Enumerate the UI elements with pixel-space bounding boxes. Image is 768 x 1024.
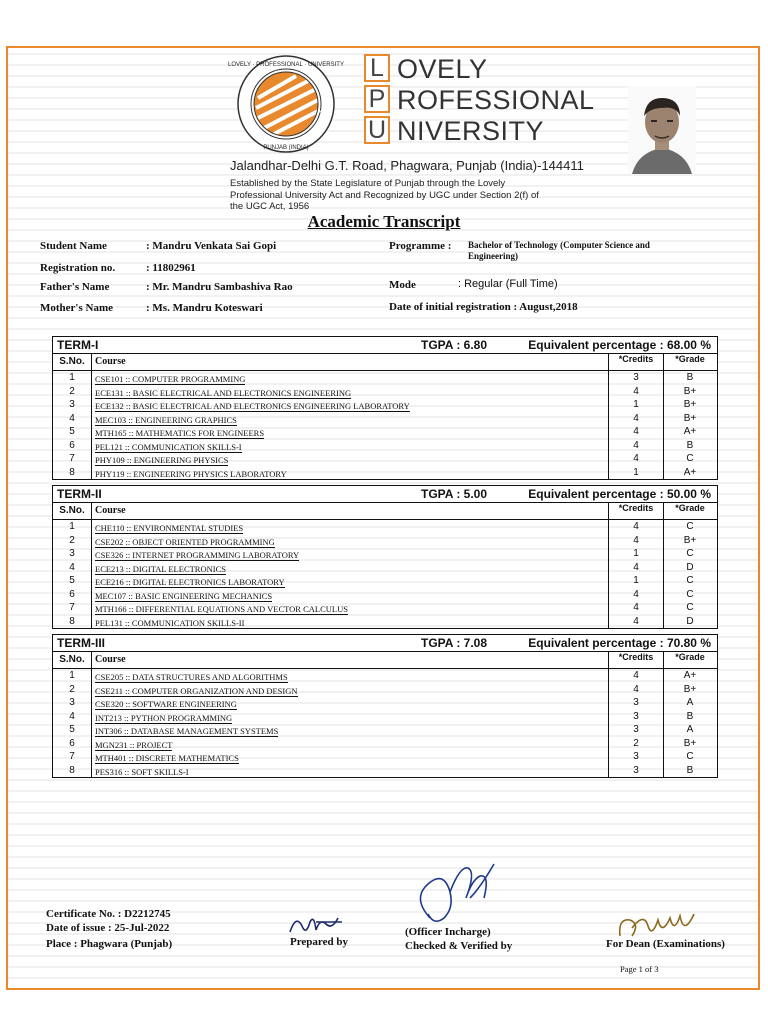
term-equivalent-percentage: Equivalent percentage : 50.00 % — [528, 487, 711, 501]
row-sno: 2 — [53, 385, 92, 399]
university-emblem — [228, 54, 344, 154]
student-name: : Mandru Venkata Sai Gopi — [146, 240, 277, 252]
row-course: CSE320 :: SOFTWARE ENGINEERING — [95, 699, 237, 709]
table-row — [53, 425, 717, 439]
row-grade: B — [686, 439, 694, 451]
row-grade: B+ — [683, 399, 697, 410]
row-grade: D — [686, 561, 694, 573]
table-row — [53, 750, 717, 764]
row-course: MEC107 :: BASIC ENGINEERING MECHANICS — [95, 590, 273, 601]
initial-registration: Date of initial registration : August,2018 — [389, 301, 578, 313]
svg-text:PUNJAB (INDIA): PUNJAB (INDIA) — [263, 145, 309, 151]
row-sno: 8 — [53, 466, 92, 480]
row-grade: B — [686, 764, 694, 776]
row-credits: 3 — [609, 723, 664, 737]
term-name: TERM-II — [57, 487, 102, 501]
row-credits: 3 — [609, 710, 664, 724]
row-grade: A — [686, 697, 694, 708]
row-course: CSE202 :: OBJECT ORIENTED PROGRAMMING — [95, 536, 275, 547]
row-credits: 4 — [609, 452, 664, 466]
row-sno: 5 — [53, 723, 92, 737]
table-row — [53, 466, 717, 480]
table-row — [53, 452, 717, 466]
term-name: TERM-III — [57, 636, 105, 650]
row-course: CSE205 :: DATA STRUCTURES AND ALGORITHMS — [95, 672, 288, 682]
row-course-cell — [91, 534, 609, 548]
officer-signature — [410, 858, 496, 930]
row-grade: B — [686, 710, 694, 722]
term-tgpa: TGPA : 5.00 — [421, 487, 488, 501]
column-sno: S.No. — [53, 652, 92, 668]
row-grade: C — [686, 521, 694, 532]
table-row — [53, 723, 717, 737]
row-course: CSE211 :: COMPUTER ORGANIZATION AND DESIGN — [95, 685, 298, 696]
term-name: TERM-I — [57, 338, 99, 352]
row-credits: 4 — [609, 561, 664, 575]
table-row — [53, 561, 717, 575]
row-sno: 6 — [53, 737, 92, 751]
row-course: PHY119 :: ENGINEERING PHYSICS LABORATORY — [95, 468, 287, 479]
student-name-label: Student Name — [40, 240, 107, 252]
table-row — [53, 534, 717, 548]
row-credits: 2 — [609, 737, 664, 751]
row-course: INT306 :: DATABASE MANAGEMENT SYSTEMS — [95, 726, 279, 736]
word-niversity: NIVERSITY — [397, 116, 545, 146]
row-grade: B+ — [683, 534, 697, 546]
column-credits: *Credits — [609, 354, 664, 370]
registration-label: Registration no. — [40, 262, 116, 274]
column-course: Course — [91, 503, 609, 519]
row-course-cell — [91, 683, 609, 697]
term-tgpa: TGPA : 6.80 — [421, 338, 488, 352]
row-credits: 4 — [609, 520, 664, 534]
row-credits: 4 — [609, 534, 664, 548]
row-sno: 6 — [53, 588, 92, 602]
row-course: ECE213 :: DIGITAL ELECTRONICS — [95, 563, 226, 574]
column-credits: *Credits — [609, 503, 664, 519]
row-grade: C — [686, 453, 694, 464]
term-header — [53, 635, 717, 652]
row-sno: 4 — [53, 412, 92, 426]
for-dean: For Dean (Examinations) — [606, 938, 725, 950]
row-course-cell — [91, 764, 609, 778]
certificate-number: Certificate No. : D2212745 — [46, 908, 171, 920]
table-row — [53, 412, 717, 426]
column-sno: S.No. — [53, 503, 92, 519]
row-sno: 8 — [53, 764, 92, 778]
row-course-cell — [91, 710, 609, 724]
row-sno: 4 — [53, 561, 92, 575]
word-ovely: OVELY — [397, 54, 488, 84]
row-course-cell — [91, 371, 609, 385]
row-grade: B+ — [683, 385, 697, 397]
column-grade: *Grade — [675, 503, 705, 513]
column-header-row — [53, 503, 717, 520]
registration-number: : 11802961 — [146, 262, 196, 274]
row-credits: 1 — [609, 547, 664, 561]
row-sno: 1 — [53, 520, 92, 534]
row-credits: 3 — [609, 764, 664, 778]
table-row — [53, 710, 717, 724]
row-sno: 4 — [53, 710, 92, 724]
row-course-cell — [91, 588, 609, 602]
row-course: PEL131 :: COMMUNICATION SKILLS-II — [95, 617, 245, 628]
row-course-cell — [91, 398, 609, 412]
row-grade: B+ — [683, 683, 697, 695]
row-course-cell — [91, 561, 609, 575]
row-course: ECE132 :: BASIC ELECTRICAL AND ELECTRONICS ENGINEERING LABORATORY — [95, 401, 410, 411]
row-sno: 2 — [53, 534, 92, 548]
table-row — [53, 520, 717, 534]
row-course: CSE101 :: COMPUTER PROGRAMMING — [95, 374, 246, 384]
father-name-label: Father's Name — [40, 281, 110, 293]
svg-text:LOVELY · PROFESSIONAL · UNIVER: LOVELY · PROFESSIONAL · UNIVERSITY — [228, 62, 344, 68]
row-course: MTH166 :: DIFFERENTIAL EQUATIONS AND VECTOR CALCULUS — [95, 604, 348, 614]
table-row — [53, 588, 717, 602]
row-course-cell — [91, 547, 609, 561]
column-grade: *Grade — [675, 652, 705, 662]
university-name — [397, 54, 595, 147]
table-row — [53, 737, 717, 751]
row-sno: 7 — [53, 750, 92, 764]
row-course: MTH165 :: MATHEMATICS FOR ENGINEERS — [95, 428, 265, 438]
row-grade: C — [686, 751, 694, 762]
row-course-cell — [91, 669, 609, 683]
row-credits: 3 — [609, 371, 664, 385]
row-course: CSE326 :: INTERNET PROGRAMMING LABORATORY — [95, 550, 300, 560]
row-credits: 1 — [609, 574, 664, 588]
issue-place: Place : Phagwara (Punjab) — [46, 938, 173, 950]
row-grade: B — [686, 372, 694, 383]
row-credits: 4 — [609, 439, 664, 453]
row-sno: 3 — [53, 398, 92, 412]
term-table — [52, 634, 718, 778]
table-row — [53, 601, 717, 615]
column-sno: S.No. — [53, 354, 92, 370]
row-course: ECE216 :: DIGITAL ELECTRONICS LABORATORY — [95, 577, 285, 587]
column-credits: *Credits — [609, 652, 664, 668]
mode-label: Mode — [389, 279, 416, 291]
table-row — [53, 574, 717, 588]
row-course: MEC103 :: ENGINEERING GRAPHICS — [95, 414, 237, 425]
term-table — [52, 336, 718, 480]
row-credits: 3 — [609, 750, 664, 764]
programme-label: Programme : — [389, 240, 452, 252]
column-course: Course — [91, 652, 609, 668]
row-course-cell — [91, 750, 609, 764]
initial-p: P — [364, 85, 390, 113]
column-course: Course — [91, 354, 609, 370]
table-row — [53, 371, 717, 385]
row-course-cell — [91, 385, 609, 399]
row-course: MTH401 :: DISCRETE MATHEMATICS — [95, 753, 239, 763]
row-sno: 8 — [53, 615, 92, 629]
row-credits: 1 — [609, 398, 664, 412]
initial-l: L — [364, 54, 390, 82]
row-course: CHE110 :: ENVIRONMENTAL STUDIES — [95, 523, 244, 533]
row-course: PES316 :: SOFT SKILLS-I — [95, 766, 189, 777]
row-grade: C — [686, 575, 694, 586]
column-header-row — [53, 652, 717, 669]
row-credits: 4 — [609, 683, 664, 697]
row-credits: 1 — [609, 466, 664, 480]
row-course-cell — [91, 737, 609, 751]
row-grade: B+ — [683, 737, 697, 749]
row-course-cell — [91, 601, 609, 615]
column-header-row — [53, 354, 717, 371]
row-sno: 3 — [53, 696, 92, 710]
row-course-cell — [91, 439, 609, 453]
term-table — [52, 485, 718, 629]
issue-date: Date of issue : 25-Jul-2022 — [46, 922, 170, 934]
row-sno: 5 — [53, 425, 92, 439]
row-grade: A+ — [683, 670, 697, 681]
table-row — [53, 696, 717, 710]
row-grade: A+ — [683, 466, 697, 478]
student-photo — [628, 86, 696, 174]
table-row — [53, 764, 717, 778]
row-sno: 2 — [53, 683, 92, 697]
row-credits: 3 — [609, 696, 664, 710]
row-grade: C — [686, 602, 694, 613]
term-equivalent-percentage: Equivalent percentage : 70.80 % — [528, 636, 711, 650]
row-course-cell — [91, 520, 609, 534]
initial-u: U — [364, 116, 390, 144]
row-credits: 4 — [609, 425, 664, 439]
row-grade: A+ — [683, 426, 697, 437]
row-course-cell — [91, 696, 609, 710]
row-credits: 4 — [609, 601, 664, 615]
row-credits: 4 — [609, 588, 664, 602]
row-course: PEL121 :: COMMUNICATION SKILLS-I — [95, 441, 242, 452]
row-course-cell — [91, 723, 609, 737]
row-sno: 5 — [53, 574, 92, 588]
mode-value: : Regular (Full Time) — [458, 278, 558, 290]
row-sno: 3 — [53, 547, 92, 561]
officer-incharge: (Officer Incharge) — [405, 926, 491, 938]
table-row — [53, 547, 717, 561]
establishment-note: Established by the State Legislature of Punjab through the Lovely Professional University Act and Recognized by UGC under Section 2(f) of the UGC Act, 1956 — [230, 178, 539, 212]
row-course: INT213 :: PYTHON PROGRAMMING — [95, 712, 233, 723]
row-credits: 4 — [609, 412, 664, 426]
row-course: PHY109 :: ENGINEERING PHYSICS — [95, 455, 229, 465]
row-sno: 1 — [53, 669, 92, 683]
row-course-cell — [91, 412, 609, 426]
term-header — [53, 337, 717, 354]
row-sno: 7 — [53, 601, 92, 615]
table-row — [53, 683, 717, 697]
row-sno: 1 — [53, 371, 92, 385]
table-row — [53, 439, 717, 453]
row-grade: D — [686, 615, 694, 627]
row-sno: 7 — [53, 452, 92, 466]
row-course-cell — [91, 574, 609, 588]
programme-value: Bachelor of Technology (Computer Science and Engineering) — [468, 240, 650, 261]
row-course-cell — [91, 452, 609, 466]
row-grade: C — [686, 548, 694, 559]
page-number: Page 1 of 3 — [620, 964, 659, 974]
checked-verified-by: Checked & Verified by — [405, 940, 513, 952]
university-address: Jalandhar-Delhi G.T. Road, Phagwara, Punjab (India)-144411 — [230, 158, 584, 173]
prepared-by: Prepared by — [290, 936, 348, 948]
table-row — [53, 385, 717, 399]
document-title: Academic Transcript — [307, 212, 461, 231]
term-header — [53, 486, 717, 503]
row-course: ECE131 :: BASIC ELECTRICAL AND ELECTRONICS ENGINEERING — [95, 387, 352, 398]
row-grade: B+ — [683, 412, 697, 424]
row-credits: 4 — [609, 615, 664, 629]
table-row — [53, 615, 717, 629]
row-course-cell — [91, 466, 609, 480]
university-initials — [364, 54, 394, 147]
word-rofessional: ROFESSIONAL — [397, 85, 595, 115]
row-course: MGN231 :: PROJECT — [95, 739, 173, 750]
row-grade: C — [686, 588, 694, 600]
row-grade: A — [686, 724, 694, 735]
term-tgpa: TGPA : 7.08 — [421, 636, 488, 650]
mother-name: : Ms. Mandru Koteswari — [146, 302, 263, 314]
father-name: : Mr. Mandru Sambashiva Rao — [146, 281, 293, 293]
table-row — [53, 669, 717, 683]
column-grade: *Grade — [675, 354, 705, 364]
term-equivalent-percentage: Equivalent percentage : 68.00 % — [528, 338, 711, 352]
table-row — [53, 398, 717, 412]
row-sno: 6 — [53, 439, 92, 453]
row-credits: 4 — [609, 385, 664, 399]
mother-name-label: Mother's Name — [40, 302, 114, 314]
row-credits: 4 — [609, 669, 664, 683]
row-course-cell — [91, 425, 609, 439]
row-course-cell — [91, 615, 609, 629]
